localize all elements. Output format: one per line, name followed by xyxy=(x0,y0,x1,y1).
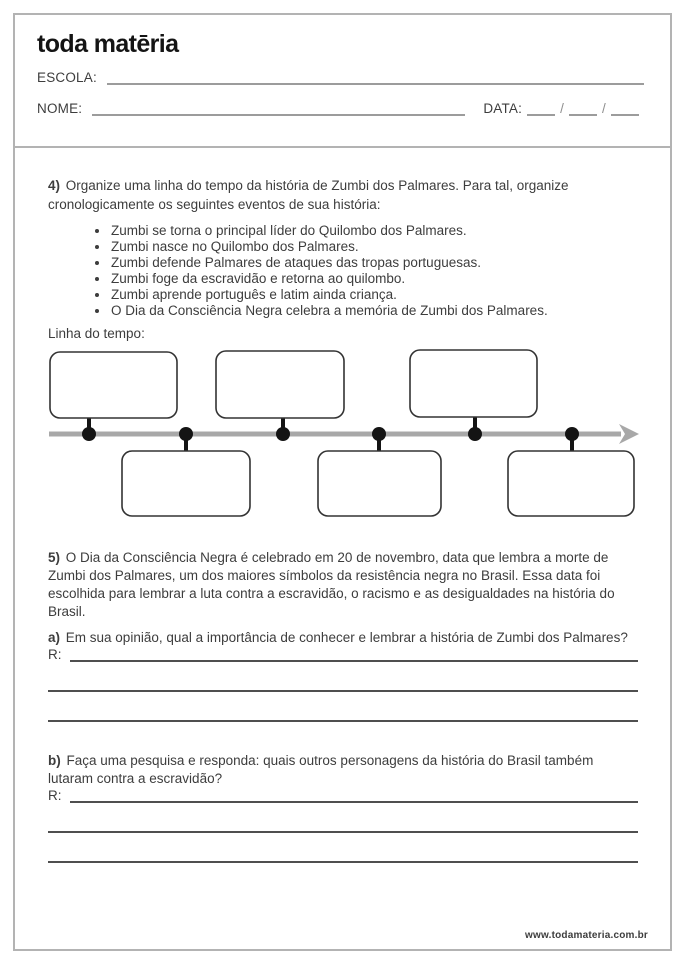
timeline-box-bottom-1[interactable] xyxy=(122,451,250,516)
question-4-text: Organize uma linha do tempo da história de Zumbi dos Palmares. Para tal, organize cronologicamente os seguintes eventos de sua história: xyxy=(48,178,569,212)
answer-label: R: xyxy=(48,647,70,662)
timeline-arrowhead-icon xyxy=(619,424,639,444)
event-item: • Zumbi se torna o principal líder do Quilombo dos Palmares. xyxy=(110,223,646,239)
worksheet-sheet xyxy=(13,13,672,951)
name-input-line[interactable] xyxy=(92,111,465,116)
timeline-dot xyxy=(468,427,482,441)
date-day-line[interactable] xyxy=(527,111,555,116)
worksheet-content xyxy=(15,148,670,863)
answer-line[interactable] xyxy=(48,803,638,833)
answer-line[interactable] xyxy=(48,692,638,722)
timeline-dot xyxy=(82,427,96,441)
timeline-box-top-1[interactable] xyxy=(50,352,177,418)
event-item: • Zumbi foge da escravidão e retorna ao quilombo. xyxy=(110,271,646,287)
school-label: ESCOLA: xyxy=(37,70,97,85)
answer-row xyxy=(48,647,638,662)
date-label: DATA: xyxy=(483,101,523,116)
question-5b-text: Faça uma pesquisa e responda: quais outros personagens da história do Brasil também lutaram contra a escravidão? xyxy=(48,753,594,786)
timeline-box-bottom-2[interactable] xyxy=(318,451,441,516)
timeline-label: Linha do tempo: xyxy=(48,326,145,341)
answer-block-a xyxy=(48,647,638,722)
timeline-box-bottom-3[interactable] xyxy=(508,451,634,516)
website-url: www.todamateria.com.br xyxy=(525,930,648,941)
question-5 xyxy=(48,549,642,621)
question-5a-text: Em sua opinião, qual a importância de conhecer e lembrar a história de Zumbi dos Palmares? xyxy=(65,630,628,645)
date-month-line[interactable] xyxy=(569,111,597,116)
timeline-dot xyxy=(565,427,579,441)
timeline-dot xyxy=(276,427,290,441)
answer-line[interactable] xyxy=(48,833,638,863)
timeline-dot xyxy=(372,427,386,441)
question-5b-letter: b) xyxy=(48,753,61,768)
answer-block-b xyxy=(48,788,638,863)
name-date-field-row xyxy=(37,101,644,116)
question-5-number: 5) xyxy=(48,550,61,565)
timeline-box-top-3[interactable] xyxy=(410,350,537,417)
answer-line[interactable] xyxy=(48,662,638,692)
question-5a-letter: a) xyxy=(48,630,61,645)
question-4-number: 4) xyxy=(48,178,61,193)
timeline-dot xyxy=(179,427,193,441)
answer-row xyxy=(48,788,638,803)
question-4 xyxy=(48,176,642,214)
date-separator: / xyxy=(602,101,606,116)
toda-materia-logo: toda matēria xyxy=(37,30,179,58)
name-label: NOME: xyxy=(37,101,83,116)
timeline-diagram xyxy=(35,345,647,525)
school-input-line[interactable] xyxy=(107,80,644,85)
question-4-event-list xyxy=(48,223,646,319)
question-5b xyxy=(48,752,642,788)
date-separator: / xyxy=(560,101,565,116)
question-5a xyxy=(48,629,642,647)
event-item: • Zumbi nasce no Quilombo dos Palmares. xyxy=(110,239,646,255)
event-item: • Zumbi defende Palmares de ataques das tropas portuguesas. xyxy=(110,255,646,271)
worksheet-header xyxy=(15,15,670,148)
school-field-row xyxy=(37,70,644,85)
date-year-line[interactable] xyxy=(611,111,639,116)
event-item: • O Dia da Consciência Negra celebra a memória de Zumbi dos Palmares. xyxy=(110,303,646,319)
timeline-box-top-2[interactable] xyxy=(216,351,344,418)
event-item: • Zumbi aprende português e latim ainda criança. xyxy=(110,287,646,303)
question-5-text: O Dia da Consciência Negra é celebrado em 20 de novembro, data que lembra a morte de Zumbi dos Palmares, um dos maiores símbolos da resistência negra no Brasil. Essa data foi escolhida para lembrar a luta contra a escravidão, o racismo e as desigualdades na história do Brasil. xyxy=(48,550,615,619)
answer-label: R: xyxy=(48,788,70,803)
